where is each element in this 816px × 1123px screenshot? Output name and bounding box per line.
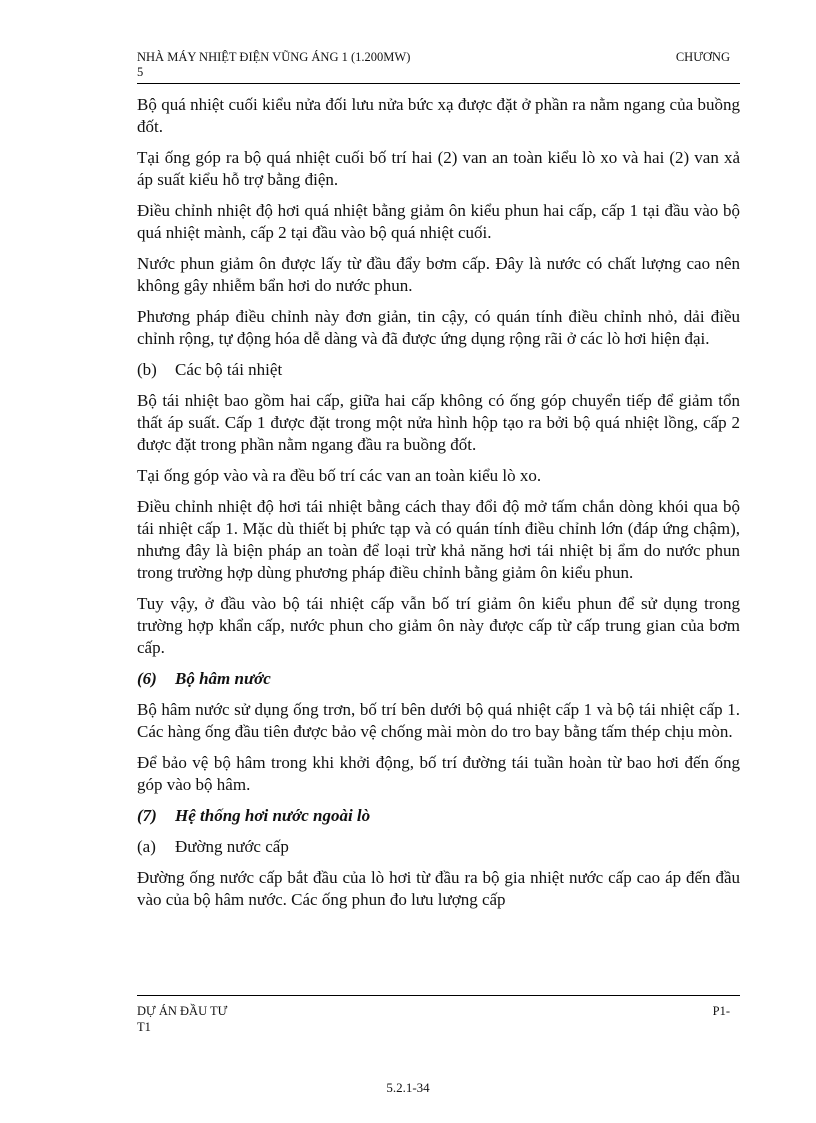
paragraph: Tuy vậy, ở đầu vào bộ tái nhiệt cấp vẫn bố trí giảm ôn kiểu phun để sử dụng trong trường hợp khẩn cấp, nước phun cho giảm ôn này được cấp từ cấp trung gian của bơm cấp. [137, 594, 740, 657]
paragraph: Để bảo vệ bộ hâm trong khi khởi động, bố trí đường tái tuần hoàn từ bao hơi đến ống góp vào bộ hâm. [137, 753, 740, 794]
section-heading-6 [137, 668, 740, 690]
paragraph: Tại ống góp ra bộ quá nhiệt cuối bố trí hai (2) van an toàn kiểu lò xo và hai (2) van xả áp suất kiểu hỗ trợ bằng điện. [137, 148, 740, 189]
subsection-marker: (a) [137, 837, 156, 856]
header-project-title: NHÀ MÁY NHIỆT ĐIỆN VŨNG ÁNG 1 (1.200MW) [137, 50, 411, 64]
footer-code-continued: T1 [137, 1020, 151, 1034]
subsection-a [137, 836, 740, 858]
document-body [137, 94, 740, 920]
paragraph: Bộ hâm nước sử dụng ống trơn, bố trí bên dưới bộ quá nhiệt cấp 1 và bộ tái nhiệt cấp 1. Các hàng ống đầu tiên được bảo vệ chống mài mòn do tro bay bằng tấm thép chịu mòn. [137, 700, 740, 741]
paragraph: Bộ tái nhiệt bao gồm hai cấp, giữa hai cấp không có ống góp chuyển tiếp để giảm tổn thất áp suất. Cấp 1 được đặt trong một nửa hình hộp tạo ra bởi bộ quá nhiệt lồng, cấp 2 được đặt trong phần nằm ngang đầu ra buồng đốt. [137, 391, 740, 454]
paragraph: Tại ống góp vào và ra đều bố trí các van an toàn kiểu lò xo. [137, 466, 542, 485]
paragraph: Điều chỉnh nhiệt độ hơi quá nhiệt bằng giảm ôn kiểu phun hai cấp, cấp 1 tại đầu vào bộ quá nhiệt mành, cấp 2 tại đầu vào bộ quá nhiệt cuối. [137, 201, 740, 242]
section-number: (6) [137, 669, 157, 688]
paragraph: Bộ quá nhiệt cuối kiểu nửa đối lưu nửa bức xạ được đặt ở phần ra nằm ngang của buồng đốt. [137, 95, 740, 136]
paragraph: Đường ống nước cấp bắt đầu của lò hơi từ đầu ra bộ gia nhiệt nước cấp cao áp đến đầu vào của bộ hâm nước. Các ống phun đo lưu lượng cấp [137, 868, 740, 909]
paragraph: Điều chỉnh nhiệt độ hơi tái nhiệt bằng cách thay đổi độ mở tấm chắn dòng khói qua bộ tái nhiệt cấp 1. Mặc dù thiết bị phức tạp và có quán tính điều chỉnh lớn (đáp ứng chậm), nhưng đây là biện pháp an toàn để loại trừ khả năng hơi tái nhiệt bị ẩm do nước phun trong trường hợp dùng phương pháp điều chỉnh bằng giảm ôn kiểu phun. [137, 497, 740, 582]
page-header [137, 50, 740, 84]
subsection-marker: (b) [137, 360, 157, 379]
header-chapter: CHƯƠNG [675, 50, 730, 64]
paragraph: Phương pháp điều chỉnh này đơn giản, tin cậy, có quán tính điều chỉnh nhỏ, dải điều chỉnh rộng, tự động hóa dễ dàng và đã được ứng dụng rộng rãi ở các lò hơi hiện đại. [137, 307, 740, 348]
page-number: 5.2.1-34 [386, 1080, 430, 1095]
section-number: (7) [137, 806, 157, 825]
header-chapter-number: 5 [137, 65, 144, 79]
page-footer [137, 995, 740, 1034]
section-heading-7 [137, 805, 740, 827]
subsection-title: Các bộ tái nhiệt [175, 360, 283, 379]
section-title: Bộ hâm nước [175, 669, 271, 688]
paragraph: Nước phun giảm ôn được lấy từ đầu đẩy bơm cấp. Đây là nước có chất lượng cao nên không gây nhiễm bẩn hơi do nước phun. [137, 254, 740, 295]
footer-code: P1- [712, 1004, 730, 1018]
subsection-title: Đường nước cấp [175, 837, 289, 856]
subsection-b [137, 359, 740, 381]
section-title: Hệ thống hơi nước ngoài lò [175, 806, 371, 825]
footer-label: DỰ ÁN ĐẦU TƯ [137, 1004, 228, 1018]
